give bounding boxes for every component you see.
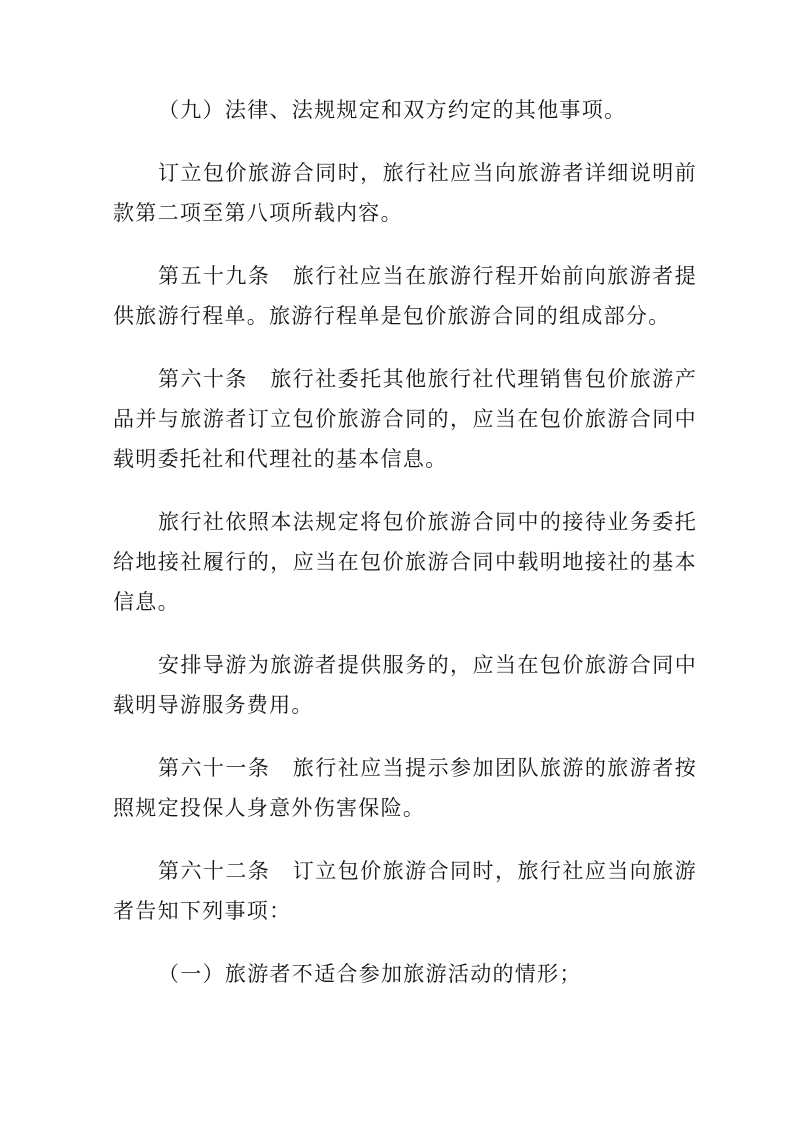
article-59: 第五十九条 旅行社应当在旅游行程开始前向旅游者提供旅游行程单。旅游行程单是包价旅游合同的组成部分。 — [113, 264, 697, 328]
document-body — [113, 90, 697, 994]
clause-item-nine: （九）法律、法规规定和双方约定的其他事项。 — [158, 98, 627, 122]
article-61: 第六十一条 旅行社应当提示参加团队旅游的旅游者按照规定投保人身意外伤害保险。 — [113, 756, 697, 820]
clause-item-one: （一）旅游者不适合参加旅游活动的情形； — [158, 962, 582, 986]
article-60-para-1: 第六十条 旅行社委托其他旅行社代理销售包价旅游产品并与旅游者订立包价旅游合同的，应当在包价旅游合同中载明委托社和代理社的基本信息。 — [113, 367, 697, 471]
article-60-para-2: 旅行社依照本法规定将包价旅游合同中的接待业务委托给地接社履行的，应当在包价旅游合同中载明地接社的基本信息。 — [113, 510, 697, 614]
paragraph-contract-explanation: 订立包价旅游合同时，旅行社应当向旅游者详细说明前款第二项至第八项所载内容。 — [113, 161, 697, 225]
article-60-para-3: 安排导游为旅游者提供服务的，应当在包价旅游合同中载明导游服务费用。 — [113, 653, 697, 717]
article-62: 第六十二条 订立包价旅游合同时，旅行社应当向旅游者告知下列事项： — [113, 859, 697, 923]
